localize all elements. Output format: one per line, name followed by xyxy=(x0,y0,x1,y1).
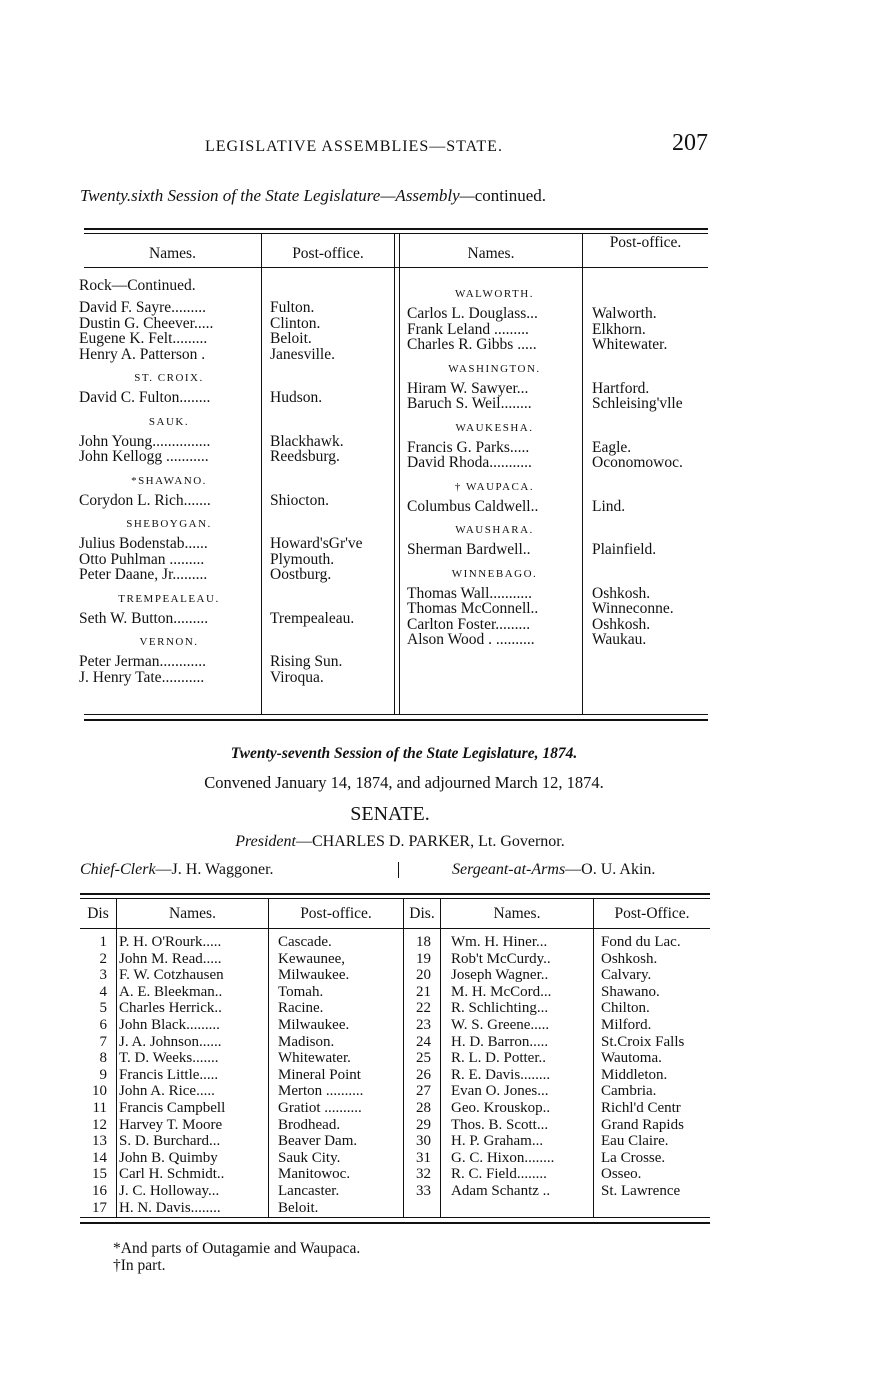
senate-header-names-left: Names. xyxy=(169,905,216,922)
senate-header-po-left: Post-office. xyxy=(300,905,372,922)
member-name: Peter Daane, Jr......... xyxy=(79,566,208,583)
senator-post-office: Calvary. xyxy=(601,967,652,984)
senator-post-office: Fond du Lac. xyxy=(601,934,681,950)
senator-name: Harvey T. Moore xyxy=(119,1116,223,1133)
district-number: 18 xyxy=(416,934,431,950)
senator-post-office: Mineral Point xyxy=(278,1066,361,1083)
county-heading: WINNEBAGO. xyxy=(451,567,538,580)
district-number: 32 xyxy=(416,1166,431,1183)
senator-name: Evan O. Jones... xyxy=(451,1083,549,1100)
member-post-office: Hartford. xyxy=(592,379,650,397)
footnote-2: †In part. xyxy=(113,1257,166,1274)
district-number: 6 xyxy=(99,1017,107,1033)
member-name: Frank Leland ......... xyxy=(407,320,529,338)
district-number: 2 xyxy=(99,950,107,967)
senator-name: F. W. Cotzhausen xyxy=(119,967,224,984)
member-name: J. Henry Tate........... xyxy=(79,668,205,686)
district-number: 5 xyxy=(99,1000,107,1017)
member-post-office: Oostburg. xyxy=(270,566,332,583)
senator-post-office: Shawano. xyxy=(601,983,660,1000)
member-post-office: Oshkosh. xyxy=(592,615,651,633)
session27-convened: Convened January 14, 1874, and adjourned March 12, 1874. xyxy=(204,773,604,792)
senator-post-office: Tomah. xyxy=(278,983,324,1000)
senator-post-office: Sauk City. xyxy=(278,1149,341,1166)
senator-name: J. C. Holloway... xyxy=(119,1183,220,1199)
senate-header-rule xyxy=(80,928,710,929)
member-name: Hiram W. Sawyer... xyxy=(407,379,529,397)
senate-top-rule-2 xyxy=(80,898,710,899)
sergeant-at-arms xyxy=(452,861,655,879)
member-name: David Rhoda........... xyxy=(407,454,532,471)
senate-top-rule-1 xyxy=(80,893,710,895)
county-heading: WAUKESHA. xyxy=(455,421,534,434)
assembly-col-divider-2b xyxy=(399,234,400,714)
senate-col-divider-1 xyxy=(116,899,117,1217)
member-name: David F. Sayre......... xyxy=(79,299,207,316)
member-name: Peter Jerman............ xyxy=(79,653,206,670)
senate-bottom-rule-2 xyxy=(80,1222,710,1224)
senator-post-office: Grand Rapids xyxy=(601,1116,684,1133)
assembly-header-names-left: Names. xyxy=(149,245,196,262)
senator-post-office: Wautoma. xyxy=(601,1050,662,1067)
president-label: President xyxy=(235,833,296,850)
assembly-continued-title xyxy=(80,186,546,206)
senator-name: Charles Herrick.. xyxy=(119,1000,222,1017)
district-number: 11 xyxy=(92,1100,107,1116)
senator-name: T. D. Weeks....... xyxy=(119,1050,219,1067)
senator-post-office: La Crosse. xyxy=(601,1149,666,1166)
district-number: 28 xyxy=(416,1100,431,1116)
member-name: Sherman Bardwell.. xyxy=(407,541,531,558)
senator-name: H. D. Barron..... xyxy=(451,1033,549,1050)
member-name: Dustin G. Cheever..... xyxy=(79,314,214,332)
member-name: Thomas Wall........... xyxy=(407,584,533,602)
member-name: Henry A. Patterson . xyxy=(79,345,206,363)
sergeant-label: Sergeant-at-Arms xyxy=(452,861,566,878)
senate-header-dis-right: Dis. xyxy=(409,905,435,922)
assembly-header-rule xyxy=(84,267,708,268)
district-number: 8 xyxy=(99,1050,107,1067)
member-name: Columbus Caldwell.. xyxy=(407,497,539,515)
district-number: 12 xyxy=(92,1116,107,1133)
district-number: 7 xyxy=(99,1033,107,1050)
member-name: Eugene K. Felt......... xyxy=(79,330,208,347)
senator-post-office: Madison. xyxy=(278,1033,335,1050)
district-number: 33 xyxy=(416,1183,431,1199)
member-post-office: Walworth. xyxy=(592,305,657,322)
senator-post-office: Kewaunee, xyxy=(278,950,346,967)
senator-post-office: Merton .......... xyxy=(278,1083,364,1100)
member-name: Otto Puhlman ......... xyxy=(79,550,205,568)
senator-name: John A. Rice..... xyxy=(119,1083,215,1100)
county-heading: *SHAWANO. xyxy=(131,474,207,487)
county-heading: WASHINGTON. xyxy=(448,362,541,375)
senator-name: John B. Quimby xyxy=(119,1149,218,1166)
member-post-office: Fulton. xyxy=(270,299,315,316)
district-number: 25 xyxy=(416,1050,431,1067)
district-number: 13 xyxy=(92,1133,107,1150)
senator-post-office: Whitewater. xyxy=(278,1050,351,1067)
senator-name: J. A. Johnson...... xyxy=(119,1033,222,1050)
district-number: 30 xyxy=(416,1133,431,1150)
member-post-office: Reedsburg. xyxy=(270,448,340,465)
county-heading: Rock—Continued. xyxy=(79,277,196,294)
senator-name: Thos. B. Scott... xyxy=(451,1116,549,1133)
member-post-office: Shiocton. xyxy=(270,491,329,509)
member-name: Corydon L. Rich....... xyxy=(79,491,211,509)
president-value: —CHARLES D. PARKER, Lt. Governor. xyxy=(295,833,565,850)
senator-post-office: Milford. xyxy=(601,1017,652,1033)
district-number: 20 xyxy=(416,967,431,984)
district-number: 9 xyxy=(99,1066,107,1083)
senator-name: John M. Read..... xyxy=(119,950,222,967)
member-name: Alson Wood . .......... xyxy=(407,631,535,648)
member-post-office: Blackhawk. xyxy=(270,432,344,450)
county-heading: WALWORTH. xyxy=(455,288,534,300)
assembly-bottom-rule-2 xyxy=(84,719,708,721)
assembly-title-continued: continued. xyxy=(474,186,547,205)
district-number: 10 xyxy=(92,1083,107,1100)
member-post-office: Lind. xyxy=(592,497,626,515)
footnote-1: *And parts of Outagamie and Waupaca. xyxy=(113,1240,361,1257)
member-post-office: Howard'sGr've xyxy=(270,535,363,552)
senator-name: H. P. Graham... xyxy=(451,1133,544,1150)
member-post-office: Plymouth. xyxy=(270,550,335,568)
senate-col-divider-2 xyxy=(268,899,269,1217)
senator-name: G. C. Hixon........ xyxy=(451,1149,555,1166)
member-name: Charles R. Gibbs ..... xyxy=(407,336,537,353)
senate-col-divider-5 xyxy=(593,899,594,1217)
county-heading: TREMPEALEAU. xyxy=(118,592,220,605)
member-post-office: Whitewater. xyxy=(592,336,668,353)
chief-clerk-value: —J. H. Waggoner. xyxy=(155,861,274,878)
senator-name: W. S. Greene..... xyxy=(451,1017,550,1033)
senator-post-office: Cambria. xyxy=(601,1083,657,1100)
member-name: John Young............... xyxy=(79,432,211,450)
senator-post-office: Richl'd Centr xyxy=(601,1100,681,1116)
senator-name: S. D. Burchard... xyxy=(119,1133,221,1150)
member-name: Baruch S. Weil........ xyxy=(407,395,532,412)
district-number: 22 xyxy=(416,1000,431,1017)
district-number: 19 xyxy=(416,950,431,967)
county-heading: SHEBOYGAN. xyxy=(126,518,212,530)
member-post-office: Oshkosh. xyxy=(592,584,651,602)
county-heading: † WAUPACA. xyxy=(454,480,535,493)
assembly-title-italic: Twenty.sixth Session of the State Legislature—Assembly— xyxy=(80,186,475,205)
senator-name: Joseph Wagner.. xyxy=(451,967,549,984)
member-post-office: Plainfield. xyxy=(592,541,657,558)
district-number: 3 xyxy=(99,967,107,984)
senator-name: Rob't McCurdy.. xyxy=(451,950,551,967)
senator-name: H. N. Davis........ xyxy=(119,1199,221,1216)
district-number: 29 xyxy=(416,1116,431,1133)
county-heading: SAUK. xyxy=(148,415,190,428)
member-name: John Kellogg ........... xyxy=(79,448,209,465)
senator-post-office: Manitowoc. xyxy=(278,1166,351,1183)
senate-header-names-right: Names. xyxy=(493,905,541,922)
district-number: 17 xyxy=(92,1199,107,1216)
member-name: Julius Bodenstab...... xyxy=(79,535,208,552)
senator-name: Wm. H. Hiner... xyxy=(451,934,548,950)
district-number: 24 xyxy=(416,1033,431,1050)
senator-post-office: Lancaster. xyxy=(278,1183,340,1199)
senator-post-office: Chilton. xyxy=(601,1000,650,1017)
district-number: 4 xyxy=(99,983,107,1000)
senate-col-divider-4 xyxy=(440,899,441,1217)
assembly-header-po-left: Post-office. xyxy=(292,245,364,262)
member-post-office: Oconomowoc. xyxy=(592,454,683,471)
assembly-bottom-rule-1 xyxy=(84,714,708,715)
member-name: David C. Fulton........ xyxy=(79,389,211,406)
county-heading: VERNON. xyxy=(139,636,199,648)
running-head: LEGISLATIVE ASSEMBLIES—STATE. xyxy=(205,138,503,155)
senator-post-office: St.Croix Falls xyxy=(601,1033,685,1050)
senate-heading: SENATE. xyxy=(350,803,430,825)
senator-name: R. C. Field........ xyxy=(451,1166,547,1183)
senator-post-office: St. Lawrence xyxy=(601,1183,681,1199)
senator-name: A. E. Bleekman.. xyxy=(119,983,223,1000)
senate-header-po-right: Post-Office. xyxy=(614,905,690,922)
member-post-office: Hudson. xyxy=(270,389,323,406)
senator-name: R. L. D. Potter.. xyxy=(451,1050,547,1067)
senator-post-office: Racine. xyxy=(278,1000,324,1017)
officers-divider xyxy=(398,862,399,878)
assembly-col-divider-1 xyxy=(261,234,262,714)
senator-name: R. E. Davis........ xyxy=(451,1066,551,1083)
member-name: Thomas McConnell.. xyxy=(407,600,539,617)
member-post-office: Beloit. xyxy=(270,330,312,347)
member-name: Francis G. Parks..... xyxy=(407,438,530,456)
member-post-office: Waukau. xyxy=(592,631,647,648)
senate-president xyxy=(0,833,800,851)
senator-post-office: Gratiot .......... xyxy=(278,1100,362,1116)
senator-post-office: Milwaukee. xyxy=(278,1017,350,1033)
district-number: 1 xyxy=(99,934,107,950)
senator-name: Adam Schantz .. xyxy=(451,1183,551,1199)
senator-name: M. H. McCord... xyxy=(451,983,552,1000)
member-name: Carlton Foster......... xyxy=(407,615,531,633)
district-number: 16 xyxy=(92,1183,107,1199)
member-post-office: Trempealeau. xyxy=(270,609,355,627)
member-post-office: Winneconne. xyxy=(592,600,674,617)
assembly-top-rule-1 xyxy=(84,228,708,230)
district-number: 26 xyxy=(416,1066,431,1083)
senator-post-office: Oshkosh. xyxy=(601,950,658,967)
district-number: 14 xyxy=(92,1149,107,1166)
chief-clerk-label: Chief-Clerk xyxy=(80,861,156,878)
assembly-header-po-right: Post-office. xyxy=(609,234,682,251)
senate-header-dis-left: Dis xyxy=(87,905,109,922)
senate-bottom-rule-1 xyxy=(80,1217,710,1218)
member-post-office: Janesville. xyxy=(270,345,335,363)
senator-name: R. Schlichting... xyxy=(451,1000,549,1017)
senator-name: Geo. Krouskop.. xyxy=(451,1100,551,1116)
senator-name: Francis Campbell xyxy=(119,1100,226,1116)
member-post-office: Elkhorn. xyxy=(592,320,646,338)
senator-post-office: Milwaukee. xyxy=(278,967,350,984)
assembly-header-names-right: Names. xyxy=(467,245,515,262)
senator-name: John Black......... xyxy=(119,1017,220,1033)
member-post-office: Rising Sun. xyxy=(270,653,343,670)
member-post-office: Clinton. xyxy=(270,314,321,332)
senator-name: Francis Little..... xyxy=(119,1066,219,1083)
page-number: 207 xyxy=(672,130,708,156)
senator-post-office: Beaver Dam. xyxy=(278,1133,358,1150)
senator-post-office: Eau Claire. xyxy=(601,1133,669,1150)
county-heading: WAUSHARA. xyxy=(455,524,534,536)
senator-post-office: Osseo. xyxy=(601,1166,642,1183)
district-number: 15 xyxy=(92,1166,107,1183)
senator-post-office: Brodhead. xyxy=(278,1116,341,1133)
senator-post-office: Cascade. xyxy=(278,934,332,950)
senator-name: P. H. O'Rourk..... xyxy=(119,934,222,950)
member-name: Carlos L. Douglass... xyxy=(407,305,538,322)
senator-post-office: Middleton. xyxy=(601,1066,668,1083)
senator-post-office: Beloit. xyxy=(278,1199,319,1216)
sergeant-value: —O. U. Akin. xyxy=(565,861,656,878)
member-post-office: Schleising'vlle xyxy=(592,395,683,412)
district-number: 31 xyxy=(416,1149,431,1166)
member-post-office: Viroqua. xyxy=(270,668,324,686)
session27-title: Twenty-seventh Session of the State Legislature, 1874. xyxy=(230,745,578,762)
senator-name: Carl H. Schmidt.. xyxy=(119,1166,225,1183)
chief-clerk xyxy=(80,861,274,879)
member-post-office: Eagle. xyxy=(592,438,632,456)
district-number: 21 xyxy=(416,983,431,1000)
district-number: 27 xyxy=(416,1083,431,1100)
district-number: 23 xyxy=(416,1017,431,1033)
assembly-col-divider-2a xyxy=(394,234,395,714)
county-heading: ST. CROIX. xyxy=(134,372,204,384)
assembly-col-divider-3 xyxy=(582,234,583,714)
member-name: Seth W. Button......... xyxy=(79,609,209,627)
